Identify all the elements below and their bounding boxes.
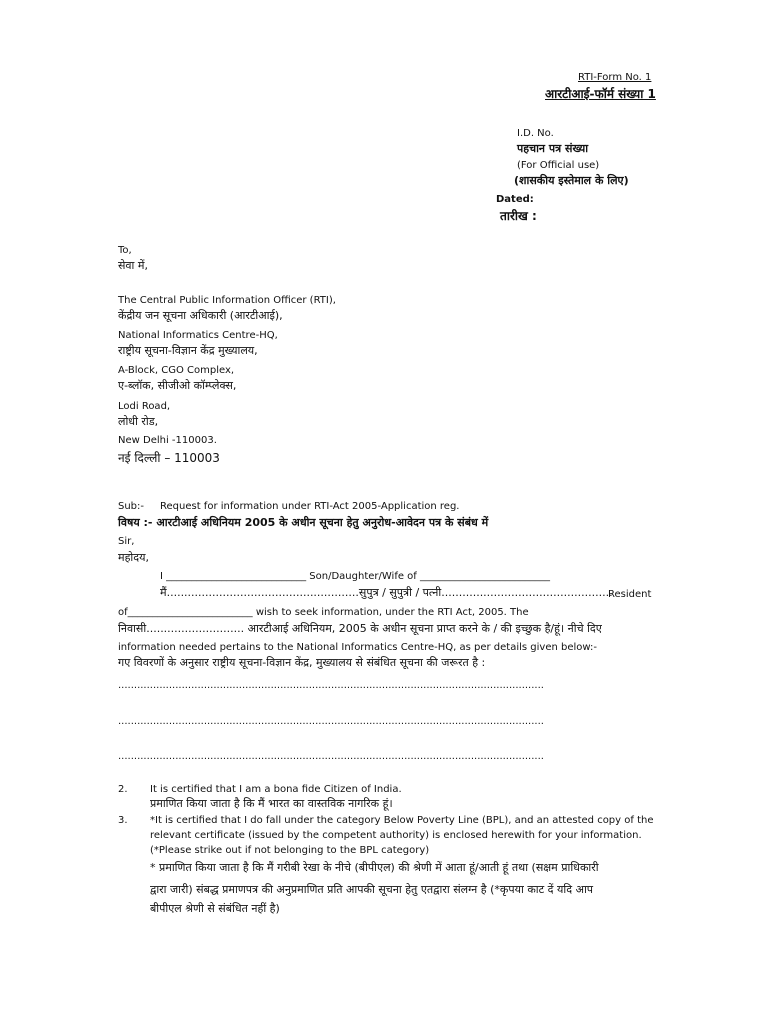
address-line-5: New Delhi -110003. xyxy=(118,435,217,446)
item-2-number: 2. xyxy=(118,784,128,795)
address-line-4: Lodi Road, xyxy=(118,401,171,412)
information-line-hindi: गए विवरणों के अनुसार राष्ट्रीय सूचना-विज्ञान केंद्र, मुख्यालय से संबंधित सूचना की जरूरत है : xyxy=(118,656,486,669)
address-line-5-hindi: नई दिल्ली – 110003 xyxy=(118,451,220,465)
applicant-line: I ____________________________ Son/Daughter/Wife of __________________________ xyxy=(160,571,550,582)
to-label: To, xyxy=(118,245,132,256)
information-line: information needed pertains to the National Informatics Centre-HQ, as per details given below:- xyxy=(118,642,598,653)
residence-line: of_________________________ wish to seek information, under the RTI Act, 2005. The xyxy=(118,607,529,618)
bpl-certification-hindi-2: द्वारा जारी) संबद्ध प्रमाणपत्र की अनुप्रमाणित प्रति आपकी सूचना हेतु एतद्वारा संलग्न है (*कृपया काट दें यदि आप xyxy=(150,883,594,896)
id-number-label: I.D. No. xyxy=(517,128,554,139)
subject-label: Sub:- xyxy=(118,501,145,512)
resident-label: Resident xyxy=(608,589,652,600)
subject-text: Request for information under RTI-Act 2005-Application reg. xyxy=(160,501,460,512)
residence-line-hindi: निवासी............................ आरटीआई अधिनियम, 2005 के अधीन सूचना प्राप्त करने के / की इच्छुक है/हूं। नीचे दिए xyxy=(118,622,602,635)
address-line-3-hindi: ए-ब्लॉक, सीजीओ कॉम्प्लेक्स, xyxy=(118,379,237,392)
dated-label: Dated: xyxy=(496,194,534,205)
official-use-label: (For Official use) xyxy=(517,160,600,171)
bpl-certification-hindi-3: बीपीएल श्रेणी से संबंधित नहीं है) xyxy=(150,902,280,915)
official-use-label-hindi: (शासकीय इस्तेमाल के लिए) xyxy=(514,174,629,187)
information-dotted-line-1: ...................................................................................................................................... xyxy=(118,680,544,691)
citizen-certification: It is certified that I am a bona fide Citizen of India. xyxy=(150,784,402,795)
bpl-strike-note: (*Please strike out if not belonging to the BPL category) xyxy=(150,845,430,856)
to-label-hindi: सेवा में, xyxy=(118,259,148,272)
address-line-2: National Informatics Centre-HQ, xyxy=(118,330,278,341)
address-line-1-hindi: केंद्रीय जन सूचना अधिकारी (आरटीआई), xyxy=(118,309,283,322)
information-dotted-line-3: ...................................................................................................................................... xyxy=(118,751,544,762)
bpl-certification-line-1: *It is certified that I do fall under the category Below Poverty Line (BPL), and an attested copy of the xyxy=(150,815,654,826)
id-number-label-hindi: पहचान पत्र संख्या xyxy=(517,142,589,155)
item-3-number: 3. xyxy=(118,815,128,826)
salutation: Sir, xyxy=(118,536,135,547)
dated-label-hindi: तारीख : xyxy=(500,209,537,223)
salutation-hindi: महोदय, xyxy=(118,551,149,564)
address-line-2-hindi: राष्ट्रीय सूचना-विज्ञान केंद्र मुख्यालय, xyxy=(118,344,258,357)
address-line-4-hindi: लोधी रोड, xyxy=(118,415,159,428)
citizen-certification-hindi: प्रमाणित किया जाता है कि मैं भारत का वास्तविक नागरिक हूं। xyxy=(150,797,393,810)
form-number: RTI-Form No. 1 xyxy=(578,72,652,83)
form-number-hindi: आरटीआई-फॉर्म संख्या 1 xyxy=(545,87,656,101)
applicant-line-hindi: मैं.......................................................सुपुत्र / सुपुत्री / पत्नी................................................. xyxy=(160,586,613,599)
bpl-certification-hindi-1: * प्रमाणित किया जाता है कि मैं गरीबी रेखा के नीचे (बीपीएल) की श्रेणी में आता हूं/आती हूं तथा (सक्षम प्राधिकारी xyxy=(150,861,599,874)
address-line-1: The Central Public Information Officer (RTI), xyxy=(118,295,336,306)
information-dotted-line-2: ...................................................................................................................................... xyxy=(118,716,544,727)
address-line-3: A-Block, CGO Complex, xyxy=(118,365,235,376)
bpl-certification-line-2: relevant certificate (issued by the competent authority) is enclosed herewith for your information. xyxy=(150,830,642,841)
subject-text-hindi: विषय :- आरटीआई अधिनियम 2005 के अधीन सूचना हेतु अनुरोध-आवेदन पत्र के संबंध में xyxy=(118,516,489,529)
